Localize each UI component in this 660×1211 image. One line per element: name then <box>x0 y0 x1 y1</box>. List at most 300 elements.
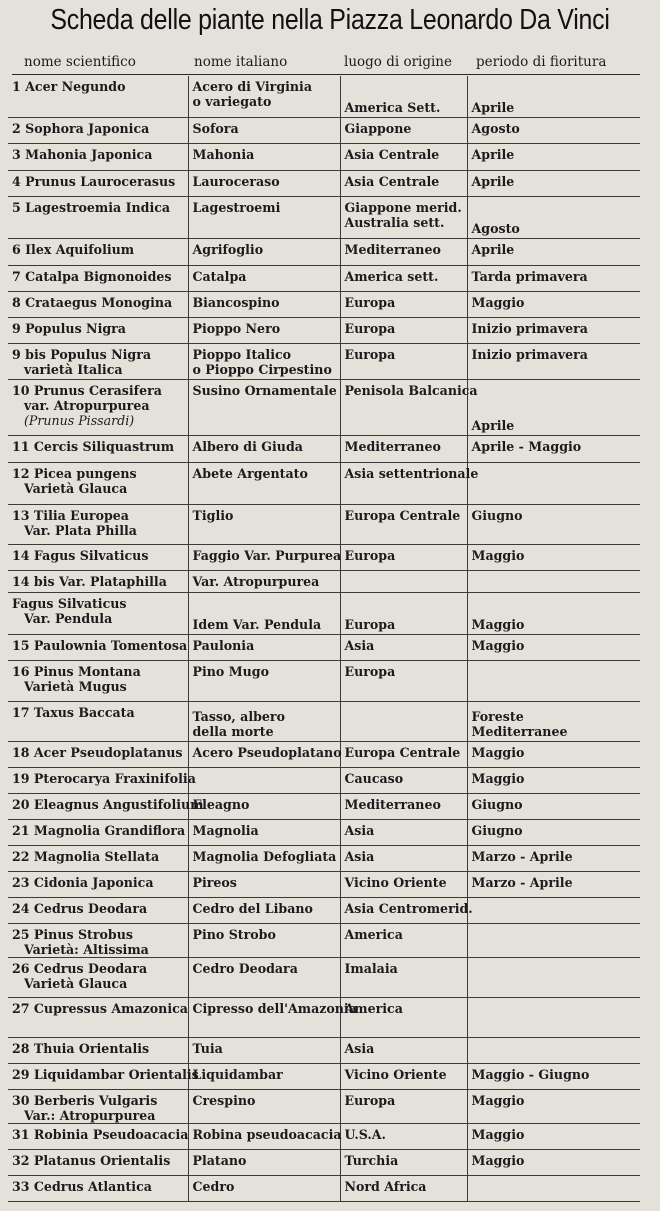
table-row <box>8 767 640 793</box>
cell-text: 13 Tilia Europea <box>12 507 129 523</box>
cell-italian-name <box>188 1037 340 1063</box>
cell-text: Europa Centrale <box>344 744 461 760</box>
cell-text: Cedro Deodara <box>192 960 298 976</box>
cell-scientific-name <box>8 819 188 845</box>
cell-scientific-name <box>8 196 188 238</box>
cell-scientific-name <box>8 238 188 265</box>
cell-text: Pireos <box>192 874 237 890</box>
cell-flowering-period <box>467 435 640 462</box>
cell-text: 10 Prunus Cerasifera <box>12 382 162 398</box>
cell-text: Sofora <box>192 120 239 136</box>
cell-italian-name <box>188 1089 340 1123</box>
cell-scientific-name <box>8 143 188 170</box>
cell-text: Imalaia <box>344 960 398 976</box>
cell-text: Europa <box>344 346 396 362</box>
cell-italian-name <box>188 435 340 462</box>
table-row <box>8 897 640 923</box>
cell-text: 8 Crataegus Monogina <box>12 294 173 310</box>
cell-italian-name <box>188 143 340 170</box>
cell-italian-name <box>188 1063 340 1089</box>
cell-text: Europa <box>344 616 396 632</box>
table-row <box>8 660 640 701</box>
cell-text: 4 Prunus Laurocerasus <box>12 173 176 189</box>
cell-text: 25 Pinus Strobus <box>12 926 133 942</box>
cell-text: America <box>344 926 403 942</box>
page-title: Scheda delle piante nella Piazza Leonardo Da Vinci <box>50 4 610 36</box>
table-row <box>8 592 640 634</box>
header-italian-name: nome italiano <box>194 54 288 70</box>
table-row <box>8 1063 640 1089</box>
cell-italian-name <box>188 544 340 570</box>
table-row <box>8 957 640 997</box>
cell-origin <box>340 570 467 592</box>
cell-italian-name <box>188 265 340 291</box>
cell-origin <box>340 592 467 634</box>
cell-text: America Sett. <box>344 99 441 115</box>
cell-flowering-period <box>467 793 640 819</box>
cell-scientific-name <box>8 741 188 767</box>
cell-text: Inizio primavera <box>471 320 588 336</box>
cell-flowering-period <box>467 504 640 544</box>
cell-text: 22 Magnolia Stellata <box>12 848 160 864</box>
cell-flowering-period <box>467 1063 640 1089</box>
header-scientific-name: nome scientifico <box>24 54 136 70</box>
cell-text: 26 Cedrus Deodara <box>12 960 148 976</box>
cell-flowering-period <box>467 291 640 317</box>
cell-text: 5 Lagestroemia Indica <box>12 199 171 215</box>
cell-origin <box>340 923 467 957</box>
table-row <box>8 117 640 143</box>
cell-text: Cedro del Libano <box>192 900 313 916</box>
cell-origin <box>340 196 467 238</box>
cell-text: 14 bis Var. Plataphilla <box>12 573 167 589</box>
cell-origin <box>340 544 467 570</box>
cell-text: Mahonia <box>192 146 255 162</box>
cell-text: 7 Catalpa Bignonoides <box>12 268 172 284</box>
cell-italian-name <box>188 1149 340 1175</box>
cell-text: Magnolia Defogliata <box>192 848 337 864</box>
cell-scientific-name <box>8 660 188 701</box>
cell-scientific-name <box>8 76 188 117</box>
cell-text: Europa <box>344 320 396 336</box>
table-row <box>8 1123 640 1149</box>
cell-scientific-name <box>8 1149 188 1175</box>
cell-scientific-name <box>8 923 188 957</box>
cell-text: Varietà Mugus <box>24 678 127 694</box>
cell-scientific-name <box>8 343 188 379</box>
cell-italian-name <box>188 897 340 923</box>
cell-text: Asia <box>344 1040 375 1056</box>
cell-text: Aprile - Maggio <box>471 438 582 454</box>
cell-origin <box>340 741 467 767</box>
cell-text: Maggio <box>471 744 525 760</box>
cell-flowering-period <box>467 343 640 379</box>
cell-origin <box>340 238 467 265</box>
cell-text: Idem Var. Pendula <box>192 616 322 632</box>
cell-text: America <box>344 1000 403 1016</box>
cell-origin <box>340 170 467 196</box>
table-row <box>8 238 640 265</box>
cell-text: 29 Liquidambar Orientalis <box>12 1066 199 1082</box>
cell-scientific-name <box>8 634 188 660</box>
cell-italian-name <box>188 317 340 343</box>
cell-text: 14 Fagus Silvaticus <box>12 547 149 563</box>
cell-text: o Pioppo Cirpestino <box>192 361 332 377</box>
cell-italian-name <box>188 117 340 143</box>
cell-text: Giappone merid. <box>344 199 462 215</box>
cell-text: Asia <box>344 822 375 838</box>
table-row <box>8 1175 640 1201</box>
cell-text: Varietà: Altissima <box>24 941 149 957</box>
cell-scientific-name <box>8 1089 188 1123</box>
cell-text: Crespino <box>192 1092 256 1108</box>
cell-text: Asia <box>344 637 375 653</box>
cell-scientific-name <box>8 592 188 634</box>
cell-origin <box>340 845 467 871</box>
cell-text: 6 Ilex Aquifolium <box>12 241 135 257</box>
cell-text: 15 Paulownia Tomentosa <box>12 637 188 653</box>
cell-italian-name <box>188 660 340 701</box>
cell-text: Turchia <box>344 1152 399 1168</box>
table-row <box>8 462 640 504</box>
cell-text: Agosto <box>471 220 520 236</box>
cell-italian-name <box>188 238 340 265</box>
cell-text: Aprile <box>471 241 515 257</box>
cell-scientific-name <box>8 1123 188 1149</box>
cell-text: Varietà Glauca <box>24 480 128 496</box>
table-row <box>8 1149 640 1175</box>
cell-text: Acero Pseudoplatano <box>192 744 342 760</box>
cell-italian-name <box>188 923 340 957</box>
cell-scientific-name <box>8 1037 188 1063</box>
cell-text: Abete Argentato <box>192 465 308 481</box>
cell-origin <box>340 379 478 435</box>
table-row <box>8 76 640 117</box>
table-row <box>8 379 640 435</box>
cell-text: Catalpa <box>192 268 247 284</box>
cell-text: Aprile <box>471 146 515 162</box>
table-row <box>8 634 640 660</box>
cell-text: o variegato <box>192 94 272 109</box>
cell-text: Agosto <box>471 120 520 136</box>
table-row <box>8 871 640 897</box>
table-header <box>8 52 640 76</box>
cell-origin <box>340 1149 467 1175</box>
cell-flowering-period <box>467 117 640 143</box>
table-row <box>8 923 640 957</box>
cell-italian-name <box>188 291 340 317</box>
cell-text: Nord Africa <box>344 1178 427 1194</box>
cell-text: 32 Platanus Orientalis <box>12 1152 171 1168</box>
cell-text: Var. Plata Philla <box>24 522 137 538</box>
cell-origin <box>340 76 467 117</box>
cell-text: 27 Cupressus Amazonica <box>12 1000 188 1016</box>
cell-scientific-name <box>8 317 188 343</box>
cell-text: 33 Cedrus Atlantica <box>12 1178 152 1194</box>
cell-origin <box>340 634 467 660</box>
cell-text: Europa <box>344 1092 396 1108</box>
cell-text: 9 Populus Nigra <box>12 320 126 336</box>
cell-text: Maggio <box>471 294 525 310</box>
cell-text: Liquidambar <box>192 1066 283 1082</box>
cell-origin <box>340 957 467 997</box>
cell-text: Tiglio <box>192 507 234 523</box>
cell-origin <box>340 793 467 819</box>
cell-text: Vicino Oriente <box>344 874 447 890</box>
table-row <box>8 570 640 592</box>
cell-text: Acero di Virginia <box>192 79 313 94</box>
plants-table <box>8 76 640 1202</box>
cell-text: Cipresso dell'Amazonia <box>192 1000 357 1016</box>
table-row <box>8 504 640 544</box>
cell-text: (Prunus Pissardi) <box>24 412 135 428</box>
cell-text: 20 Eleagnus Angustifolium <box>12 796 204 812</box>
cell-italian-name <box>188 634 340 660</box>
cell-flowering-period <box>467 923 640 957</box>
table-row <box>8 170 640 196</box>
table-row <box>8 544 640 570</box>
cell-text: Mediterranee <box>471 723 568 739</box>
table-row <box>8 793 640 819</box>
cell-text: Marzo - Aprile <box>471 874 573 890</box>
cell-text: Asia Centrale <box>344 146 440 162</box>
cell-flowering-period <box>467 957 640 997</box>
cell-text: Lagestroemi <box>192 199 281 215</box>
table-row <box>8 997 640 1037</box>
cell-italian-name <box>188 504 340 544</box>
cell-scientific-name <box>8 701 188 741</box>
cell-text: 1 Acer Negundo <box>12 79 126 94</box>
cell-text: Pino Mugo <box>192 663 269 679</box>
cell-flowering-period <box>467 997 640 1037</box>
cell-origin <box>340 117 467 143</box>
header-origin: luogo di origine <box>344 54 452 70</box>
cell-origin <box>340 1063 467 1089</box>
cell-italian-name <box>188 343 340 379</box>
cell-origin <box>340 1175 467 1201</box>
table-row <box>8 196 640 238</box>
cell-scientific-name <box>8 957 188 997</box>
cell-text: Marzo - Aprile <box>471 848 573 864</box>
cell-text: Mediterraneo <box>344 241 441 257</box>
cell-scientific-name <box>8 170 188 196</box>
cell-flowering-period <box>467 238 640 265</box>
cell-text: 21 Magnolia Grandiflora <box>12 822 186 838</box>
cell-flowering-period <box>467 1149 640 1175</box>
cell-text: Inizio primavera <box>471 346 588 362</box>
cell-text: Eleagno <box>192 796 250 812</box>
cell-flowering-period <box>467 317 640 343</box>
cell-text: Maggio - Giugno <box>471 1066 590 1082</box>
cell-text: Giugno <box>471 822 523 838</box>
cell-text: Tasso, albero <box>192 708 285 724</box>
cell-scientific-name <box>8 462 188 504</box>
cell-text: Europa Centrale <box>344 507 461 523</box>
cell-flowering-period <box>467 660 640 701</box>
cell-italian-name <box>188 196 340 238</box>
cell-scientific-name <box>8 997 188 1037</box>
cell-flowering-period <box>467 196 640 238</box>
cell-flowering-period <box>467 871 640 897</box>
cell-text: Giappone <box>344 120 412 136</box>
cell-text: Asia Centromerid. <box>344 900 473 916</box>
cell-text: var. Atropurpurea <box>24 397 150 413</box>
cell-flowering-period <box>467 544 640 570</box>
cell-origin <box>340 265 467 291</box>
cell-text: della morte <box>192 723 274 739</box>
table-row <box>8 265 640 291</box>
cell-text: 23 Cidonia Japonica <box>12 874 154 890</box>
cell-origin <box>340 660 467 701</box>
cell-text: 12 Picea pungens <box>12 465 137 481</box>
cell-text: 30 Berberis Vulgaris <box>12 1092 158 1108</box>
cell-text: 31 Robinia Pseudoacacia <box>12 1126 189 1142</box>
table-row <box>8 291 640 317</box>
cell-text: Europa <box>344 663 396 679</box>
cell-italian-name <box>188 957 340 997</box>
cell-origin <box>340 1123 467 1149</box>
cell-scientific-name <box>8 435 188 462</box>
cell-flowering-period <box>467 1123 640 1149</box>
cell-text: Europa <box>344 294 396 310</box>
cell-origin <box>340 143 467 170</box>
cell-origin <box>340 897 473 923</box>
cell-text: Australia sett. <box>344 214 445 230</box>
table-row <box>8 819 640 845</box>
cell-scientific-name <box>8 1063 199 1089</box>
cell-text: Maggio <box>471 770 525 786</box>
cell-flowering-period <box>467 819 640 845</box>
cell-flowering-period <box>467 462 640 504</box>
cell-text: 3 Mahonia Japonica <box>12 146 153 162</box>
cell-flowering-period <box>467 845 640 871</box>
cell-italian-name <box>188 1123 340 1149</box>
cell-italian-name <box>188 570 340 592</box>
cell-text: 11 Cercis Siliquastrum <box>12 438 175 454</box>
cell-italian-name <box>188 871 340 897</box>
cell-text: Tarda primavera <box>471 268 588 284</box>
cell-flowering-period <box>467 379 640 435</box>
cell-text: Agrifoglio <box>192 241 264 257</box>
cell-scientific-name <box>8 504 188 544</box>
cell-text: Maggio <box>471 1126 525 1142</box>
cell-scientific-name <box>8 544 188 570</box>
cell-text: Asia settentrionale <box>344 465 479 481</box>
cell-flowering-period <box>467 741 640 767</box>
cell-italian-name <box>188 379 340 435</box>
cell-scientific-name <box>8 265 188 291</box>
cell-scientific-name <box>8 117 188 143</box>
cell-text: Aprile <box>471 417 515 433</box>
cell-text: Maggio <box>471 1092 525 1108</box>
table-row <box>8 317 640 343</box>
table-row <box>8 143 640 170</box>
cell-origin <box>340 819 467 845</box>
header-rule <box>12 74 640 75</box>
cell-text: Maggio <box>471 616 525 632</box>
cell-italian-name <box>188 819 340 845</box>
cell-origin <box>340 343 467 379</box>
cell-origin <box>340 997 467 1037</box>
cell-origin <box>340 1089 467 1123</box>
table-row <box>8 343 640 379</box>
cell-italian-name <box>188 170 340 196</box>
cell-flowering-period <box>467 634 640 660</box>
cell-scientific-name <box>8 793 204 819</box>
cell-flowering-period <box>467 1175 640 1201</box>
cell-italian-name <box>188 845 340 871</box>
cell-text: Cedro <box>192 1178 235 1194</box>
cell-text: Platano <box>192 1152 247 1168</box>
table-row <box>8 701 640 741</box>
cell-text: Mediterraneo <box>344 438 441 454</box>
cell-text: Maggio <box>471 637 525 653</box>
cell-italian-name <box>188 793 340 819</box>
cell-scientific-name <box>8 897 188 923</box>
cell-text: 2 Sophora Japonica <box>12 120 150 136</box>
cell-flowering-period <box>467 76 640 117</box>
cell-text: 16 Pinus Montana <box>12 663 141 679</box>
cell-scientific-name <box>8 570 188 592</box>
cell-text: Magnolia <box>192 822 259 838</box>
cell-text: Lauroceraso <box>192 173 280 189</box>
cell-text: Pioppo Nero <box>192 320 281 336</box>
cell-text: 18 Acer Pseudoplatanus <box>12 744 183 760</box>
cell-text: Mediterraneo <box>344 796 441 812</box>
cell-flowering-period <box>467 570 640 592</box>
cell-origin <box>340 291 467 317</box>
cell-flowering-period <box>467 767 640 793</box>
cell-text: Pino Strobo <box>192 926 276 942</box>
cell-flowering-period <box>467 265 640 291</box>
cell-text: Asia Centrale <box>344 173 440 189</box>
cell-italian-name <box>188 997 357 1037</box>
cell-scientific-name <box>8 291 188 317</box>
cell-flowering-period <box>467 143 640 170</box>
cell-text: Var.: Atropurpurea <box>24 1107 156 1123</box>
cell-text: Maggio <box>471 547 525 563</box>
cell-flowering-period <box>467 592 640 634</box>
cell-text: Foreste <box>471 708 524 724</box>
cell-origin <box>340 767 467 793</box>
cell-italian-name <box>188 592 340 634</box>
cell-text: Maggio <box>471 1152 525 1168</box>
cell-scientific-name <box>8 871 188 897</box>
cell-italian-name <box>188 767 340 793</box>
cell-text: Asia <box>344 848 375 864</box>
cell-flowering-period <box>467 897 640 923</box>
cell-text: Giugno <box>471 796 523 812</box>
table-row <box>8 1037 640 1063</box>
cell-scientific-name <box>8 1175 188 1201</box>
cell-scientific-name <box>8 379 188 435</box>
cell-text: Var. Pendula <box>24 610 113 626</box>
cell-text: Aprile <box>471 173 515 189</box>
cell-text: 9 bis Populus Nigra <box>12 346 152 362</box>
table-row <box>8 1089 640 1123</box>
cell-origin <box>340 435 467 462</box>
cell-text: Tuia <box>192 1040 223 1056</box>
cell-text: varietà Italica <box>24 361 123 377</box>
cell-origin <box>340 504 467 544</box>
cell-text: Albero di Giuda <box>192 438 303 454</box>
cell-text: 19 Pterocarya Fraxinifolia <box>12 770 196 786</box>
cell-text: Penisola Balcanica <box>344 382 478 398</box>
cell-text: Caucaso <box>344 770 404 786</box>
cell-text: Robina pseudoacacia <box>192 1126 342 1142</box>
cell-scientific-name <box>8 845 188 871</box>
cell-text: Aprile <box>471 99 515 115</box>
